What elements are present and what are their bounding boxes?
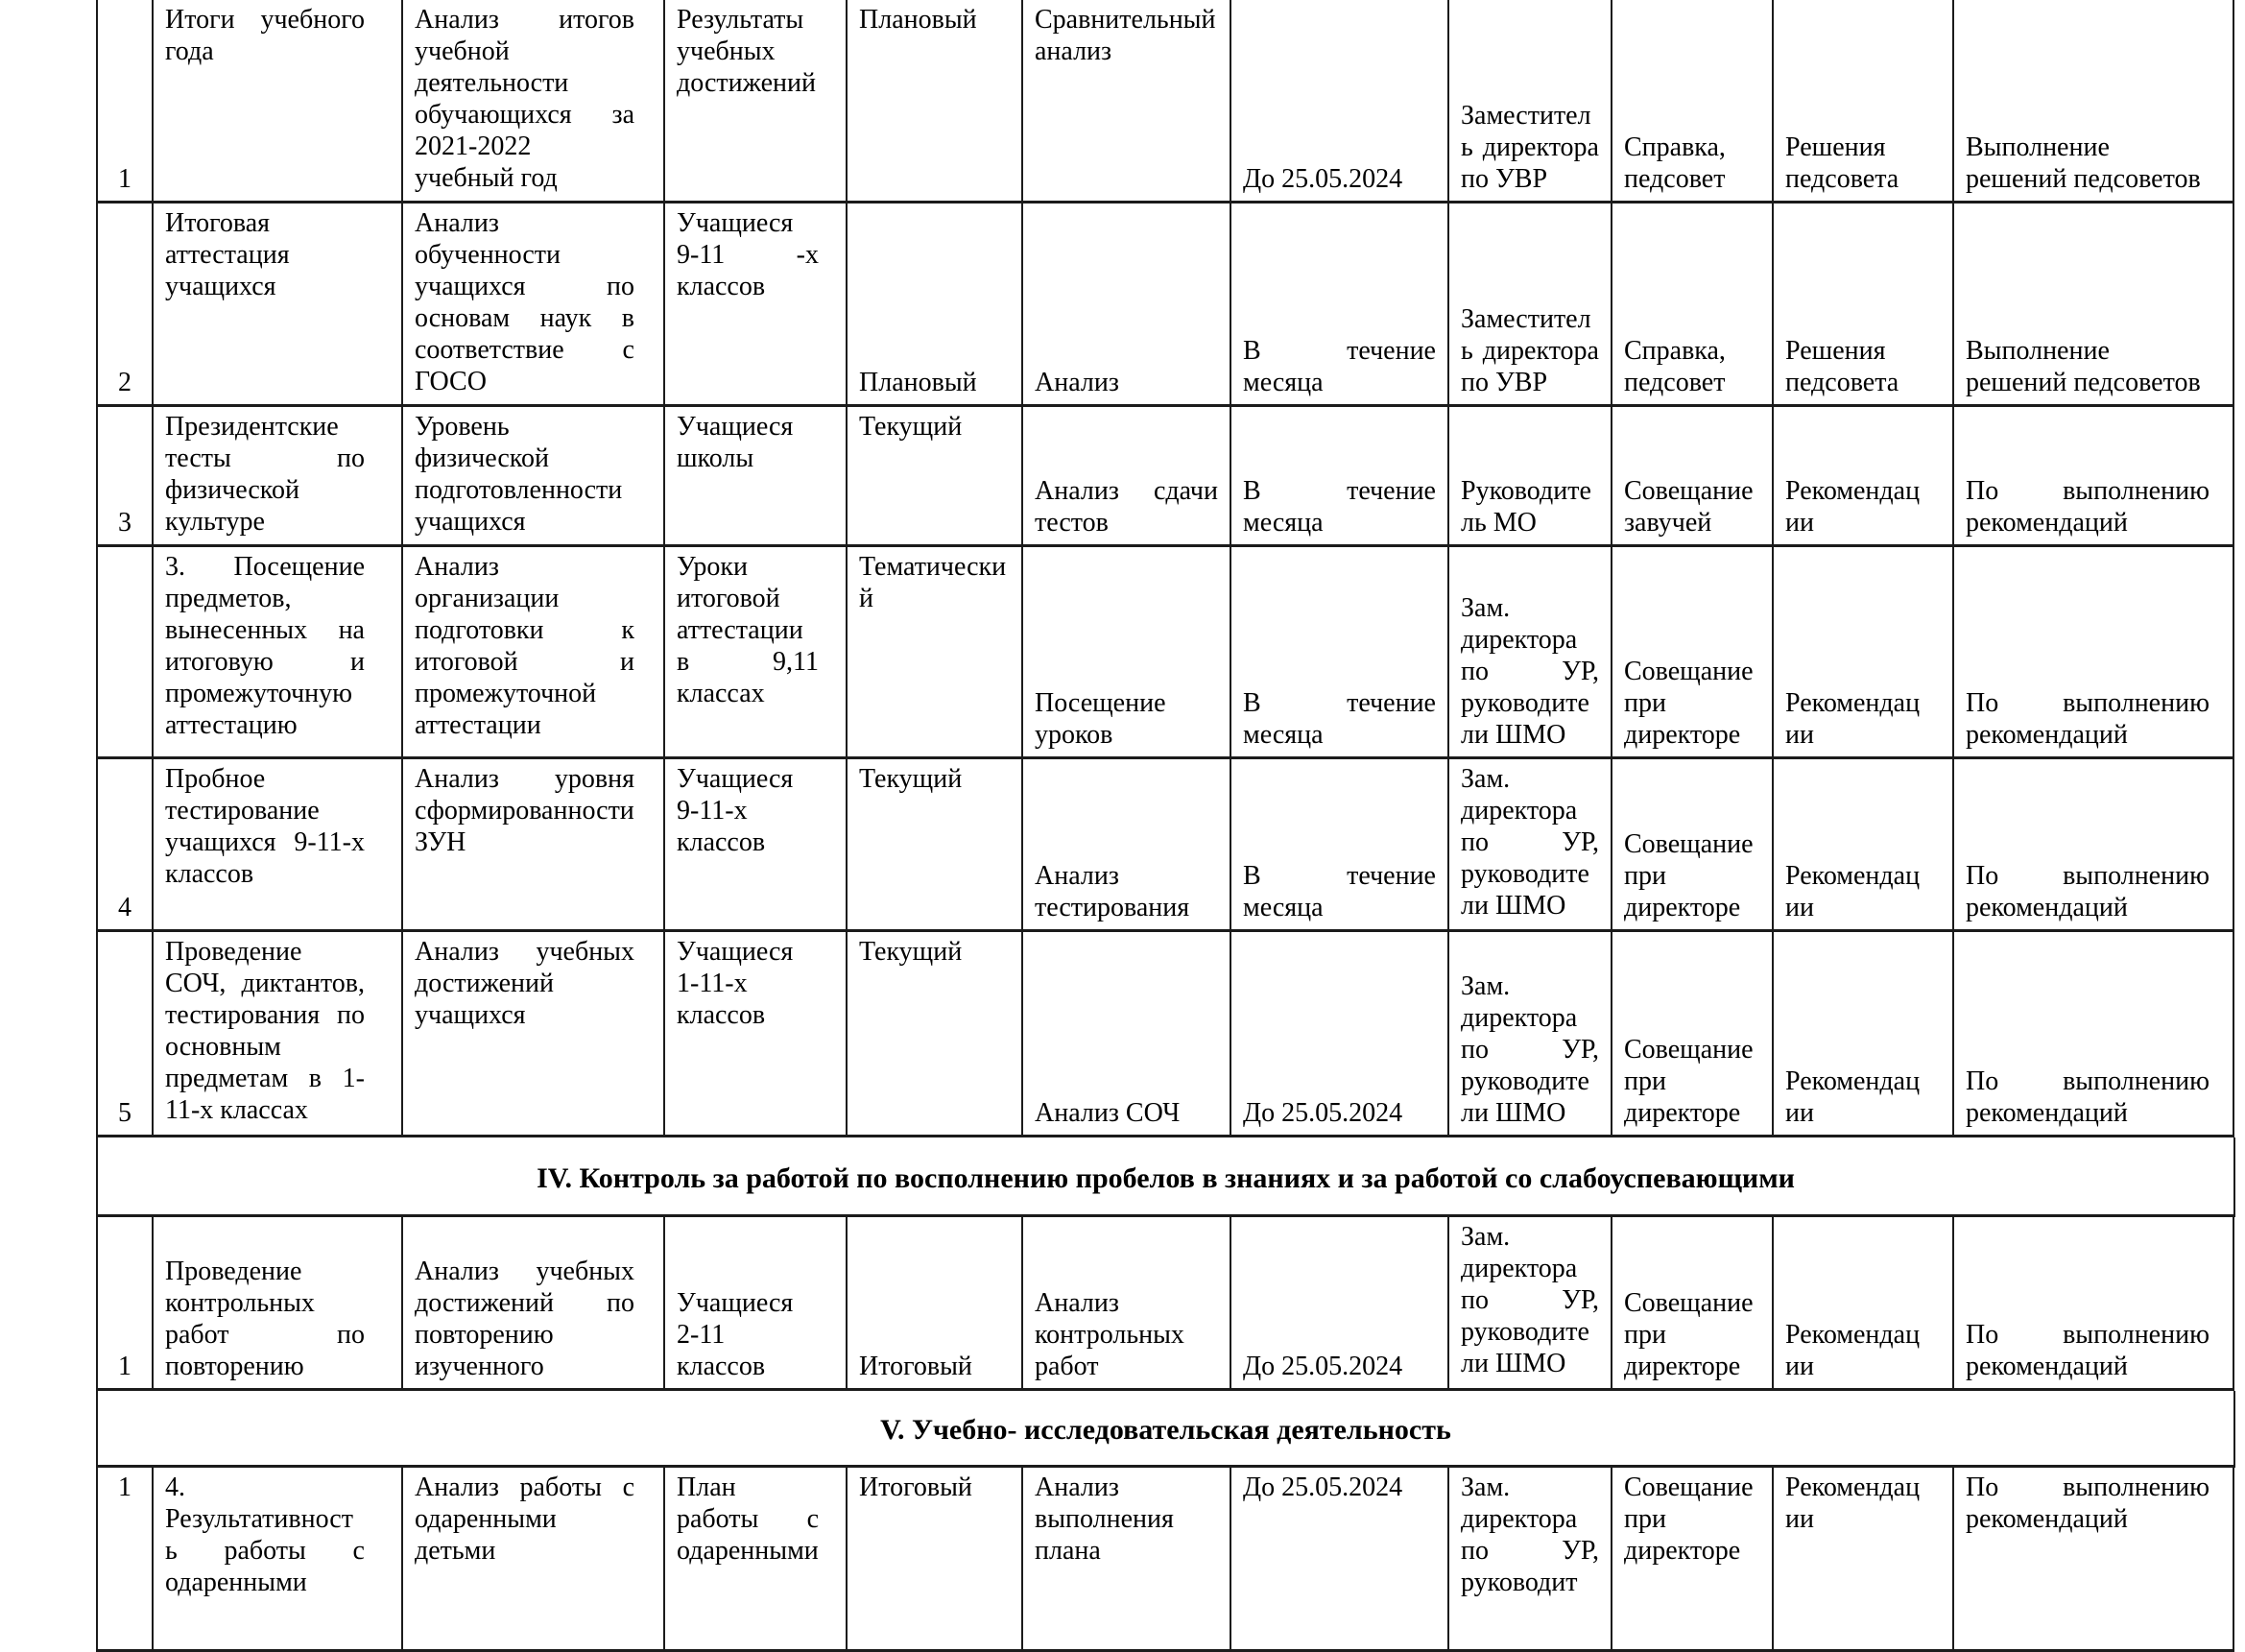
row-number-cell: 1 (98, 0, 153, 202)
object-cell: Результаты учебных достижений (664, 0, 847, 202)
control-plan-table-section-v (98, 1468, 2234, 1652)
timing-cell: В течение месяца (1230, 757, 1448, 930)
table-row (98, 1468, 2233, 1650)
activity-cell: 4. Результативность работы с одаренными (153, 1468, 402, 1650)
timing-cell: До 25.05.2024 (1230, 930, 1448, 1136)
control-type-cell: Текущий (847, 405, 1022, 545)
decision-cell: Рекомендации (1773, 757, 1953, 930)
followup-cell: По выполнению рекомендаций (1953, 1468, 2233, 1650)
control-type-cell: Итоговый (847, 1217, 1022, 1390)
object-cell: Учащиеся 9-11 -х классов (664, 202, 847, 405)
output-form-cell: Совещание при директоре (1612, 545, 1773, 757)
control-type-cell: Текущий (847, 757, 1022, 930)
row-number-cell: 5 (98, 930, 153, 1136)
method-cell: Анализ контрольных работ (1022, 1217, 1230, 1390)
control-plan-table-section-iv (98, 1217, 2234, 1392)
timing-cell: До 25.05.2024 (1230, 1468, 1448, 1650)
activity-cell: Пробное тестирование учащихся 9-11-х классов (153, 757, 402, 930)
output-form-cell: Совещание при директоре (1612, 930, 1773, 1136)
output-form-cell: Справка, педсовет (1612, 0, 1773, 202)
table-row (98, 757, 2233, 930)
timing-cell: В течение месяца (1230, 202, 1448, 405)
purpose-cell: Анализ учебных достижений по повторению изученного (402, 1217, 664, 1390)
control-type-cell: Тематический (847, 545, 1022, 757)
responsible-cell: Заместитель директора по УВР (1448, 0, 1612, 202)
object-cell: Учащиеся 2-11 классов (664, 1217, 847, 1390)
followup-cell: По выполнению рекомендаций (1953, 930, 2233, 1136)
activity-cell: 3. Посещение предметов, вынесенных на итоговую и промежуточную аттестацию (153, 545, 402, 757)
decision-cell: Решения педсовета (1773, 202, 1953, 405)
decision-cell: Решения педсовета (1773, 0, 1953, 202)
method-cell: Анализ выполнения плана (1022, 1468, 1230, 1650)
method-cell: Анализ (1022, 202, 1230, 405)
activity-cell: Проведение СОЧ, диктантов, тестирования по основным предметам в 1-11-х классах (153, 930, 402, 1136)
output-form-cell: Справка, педсовет (1612, 202, 1773, 405)
row-number-cell: 1 (98, 1217, 153, 1390)
followup-cell: По выполнению рекомендаций (1953, 1217, 2233, 1390)
table-row (98, 545, 2233, 757)
method-cell: Анализ сдачи тестов (1022, 405, 1230, 545)
followup-cell: Выполнение решений педсоветов (1953, 202, 2233, 405)
activity-cell: Итоги учебного года (153, 0, 402, 202)
control-type-cell: Итоговый (847, 1468, 1022, 1650)
output-form-cell: Совещание при директоре (1612, 1217, 1773, 1390)
followup-cell: По выполнению рекомендаций (1953, 757, 2233, 930)
control-plan-document (96, 0, 2235, 1652)
output-form-cell: Совещание завучей (1612, 405, 1773, 545)
output-form-cell: Совещание при директоре (1612, 1468, 1773, 1650)
timing-cell: В течение месяца (1230, 545, 1448, 757)
row-number-cell: 3 (98, 405, 153, 545)
timing-cell: В течение месяца (1230, 405, 1448, 545)
section-iv-header (98, 1137, 2235, 1217)
row-number-cell: 2 (98, 202, 153, 405)
table-row (98, 0, 2233, 202)
object-cell: Уроки итоговой аттестации в 9,11 классах (664, 545, 847, 757)
purpose-cell: Анализ уровня сформированности ЗУН (402, 757, 664, 930)
section-iv-title: IV. Контроль за работой по восполнению пробелов в знаниях и за работой со слабоуспевающими (537, 1161, 1795, 1194)
control-type-cell: Плановый (847, 0, 1022, 202)
row-number-cell (98, 545, 153, 757)
decision-cell: Рекомендации (1773, 1217, 1953, 1390)
object-cell: Учащиеся 1-11-х классов (664, 930, 847, 1136)
timing-cell: До 25.05.2024 (1230, 0, 1448, 202)
table-row (98, 202, 2233, 405)
section-v-title: V. Учебно- исследовательская деятельность (880, 1413, 1451, 1446)
activity-cell: Итоговая аттестация учащихся (153, 202, 402, 405)
followup-cell: Выполнение решений педсоветов (1953, 0, 2233, 202)
output-form-cell: Совещание при директоре (1612, 757, 1773, 930)
section-v-header (98, 1391, 2235, 1468)
control-type-cell: Плановый (847, 202, 1022, 405)
responsible-cell: Руководитель МО (1448, 405, 1612, 545)
method-cell: Анализ тестирования (1022, 757, 1230, 930)
method-cell: Сравнительный анализ (1022, 0, 1230, 202)
purpose-cell: Уровень физической подготовленности учащихся (402, 405, 664, 545)
followup-cell: По выполнению рекомендаций (1953, 405, 2233, 545)
purpose-cell: Анализ организации подготовки к итоговой и промежуточной аттестации (402, 545, 664, 757)
table-row (98, 1217, 2233, 1390)
purpose-cell: Анализ учебных достижений учащихся (402, 930, 664, 1136)
responsible-cell: Зам. директора по УР, руководители ШМО (1448, 545, 1612, 757)
row-number-cell: 4 (98, 757, 153, 930)
table-row (98, 405, 2233, 545)
method-cell: Анализ СОЧ (1022, 930, 1230, 1136)
control-type-cell: Текущий (847, 930, 1022, 1136)
purpose-cell: Анализ итогов учебной деятельности обучающихся за 2021-2022 учебный год (402, 0, 664, 202)
method-cell: Посещение уроков (1022, 545, 1230, 757)
object-cell: Учащиеся 9-11-х классов (664, 757, 847, 930)
responsible-cell: Зам. директора по УР, руководители ШМО (1448, 757, 1612, 930)
table-row (98, 930, 2233, 1136)
purpose-cell: Анализ работы с одаренными детьми (402, 1468, 664, 1650)
decision-cell: Рекомендации (1773, 545, 1953, 757)
timing-cell: До 25.05.2024 (1230, 1217, 1448, 1390)
responsible-cell: Заместитель директора по УВР (1448, 202, 1612, 405)
followup-cell: По выполнению рекомендаций (1953, 545, 2233, 757)
object-cell: План работы с одаренными (664, 1468, 847, 1650)
responsible-cell: Зам. директора по УР, руководители ШМО (1448, 930, 1612, 1136)
purpose-cell: Анализ обученности учащихся по основам наук в соответствие с ГОСО (402, 202, 664, 405)
activity-cell: Президентские тесты по физической культуре (153, 405, 402, 545)
row-number-cell: 1 (98, 1468, 153, 1650)
decision-cell: Рекомендации (1773, 930, 1953, 1136)
responsible-cell: Зам. директора по УР, руководители ШМО (1448, 1217, 1612, 1390)
object-cell: Учащиеся школы (664, 405, 847, 545)
decision-cell: Рекомендации (1773, 405, 1953, 545)
decision-cell: Рекомендации (1773, 1468, 1953, 1650)
control-plan-table-main (98, 0, 2234, 1137)
activity-cell: Проведение контрольных работ по повторению (153, 1217, 402, 1390)
responsible-cell: Зам. директора по УР, руководит (1448, 1468, 1612, 1650)
